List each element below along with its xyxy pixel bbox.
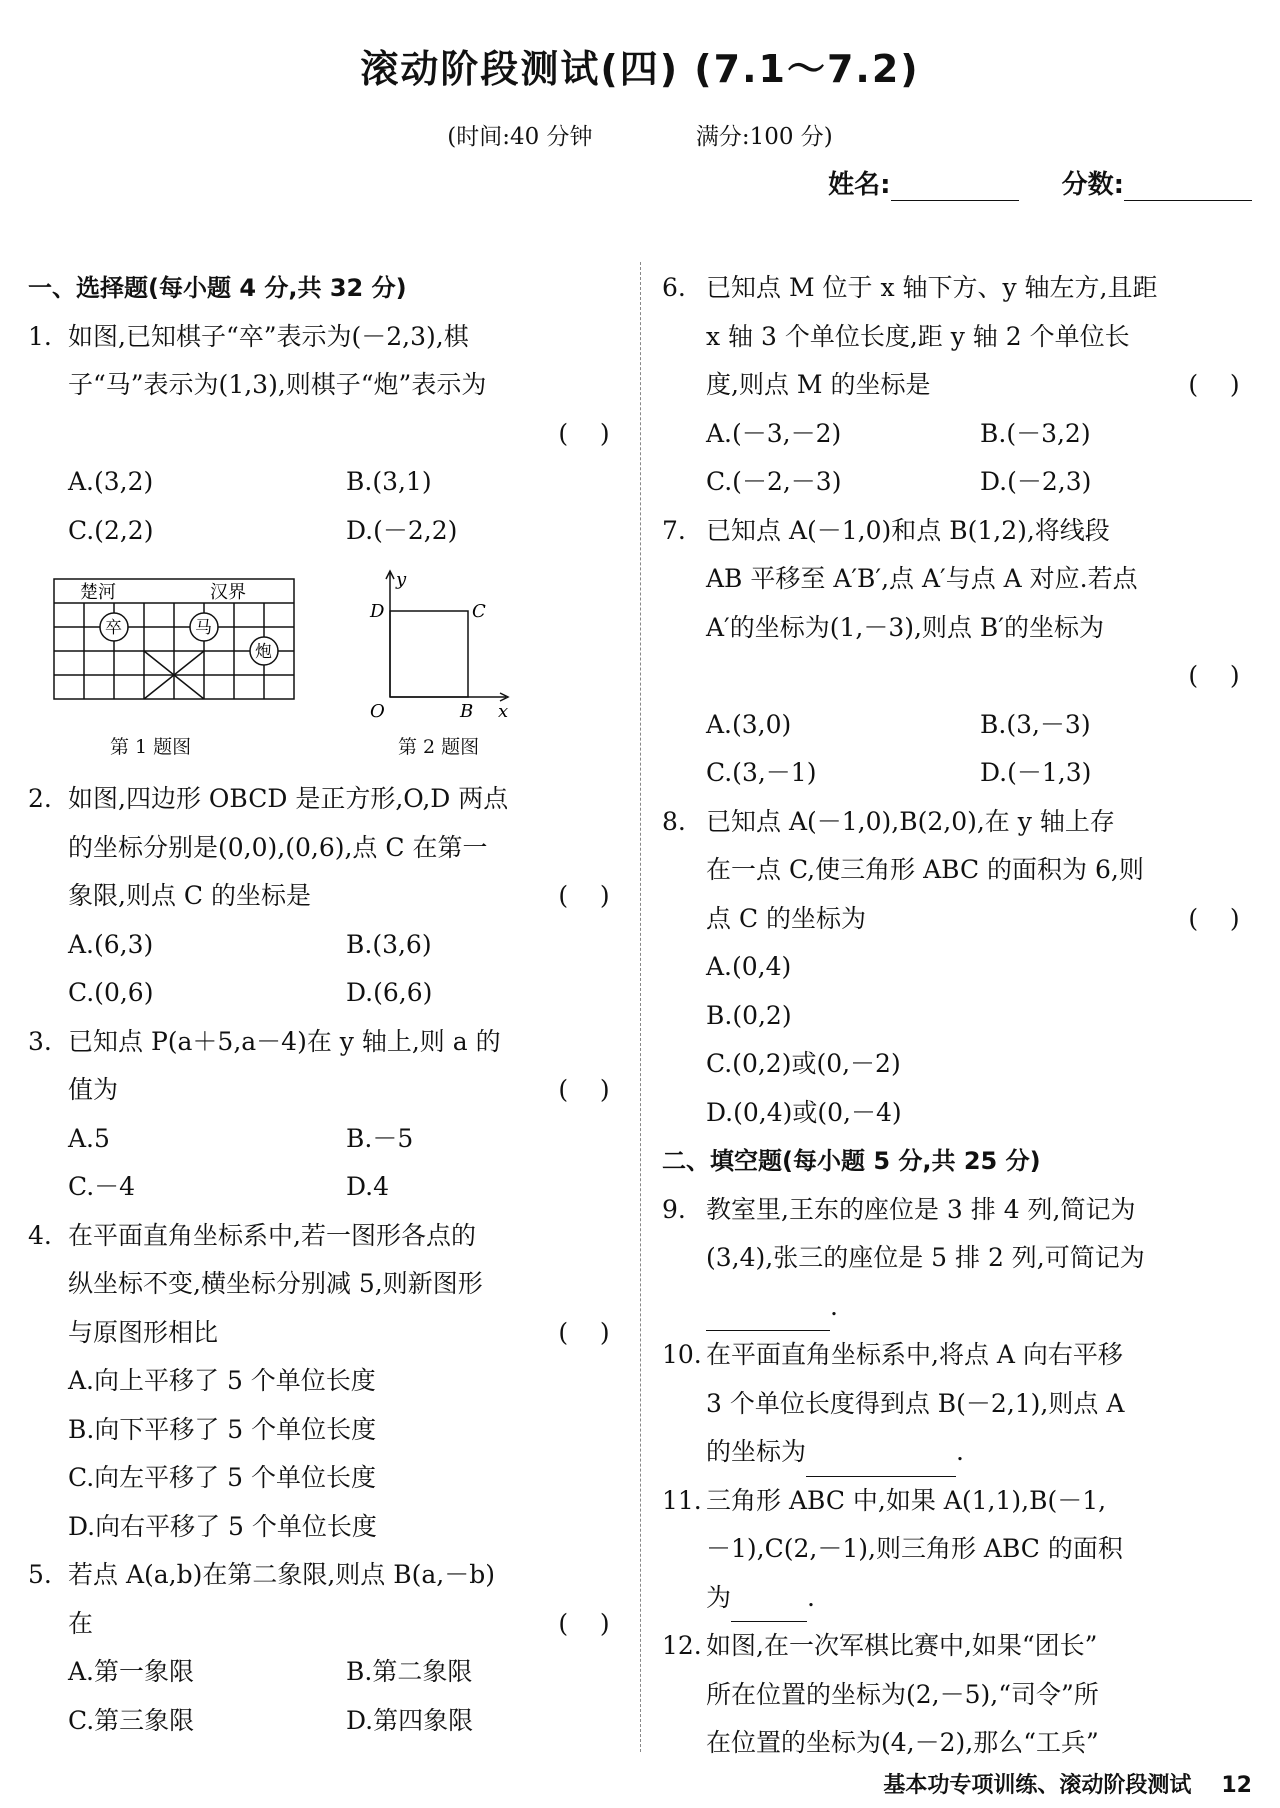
question-number: 7. (662, 515, 686, 545)
piece-pao: 炮 (255, 642, 272, 662)
question-text: 如图,四边形 OBCD 是正方形,O,D 两点 (68, 784, 509, 813)
page-title: 滚动阶段测试(四) (7.1～7.2) (360, 47, 920, 91)
name-label: 姓名: (828, 170, 891, 200)
question-text: 与原图形相比 (68, 1317, 219, 1347)
question-text: 子“马”表示为(1,3),则棋子“炮”表示为 (68, 370, 487, 399)
answer-bracket[interactable]: ( ) (1188, 661, 1240, 690)
option-a[interactable]: A.第一象限 (68, 1657, 195, 1686)
options-7 (662, 701, 1254, 798)
question-text: 纵坐标不变,横坐标分别减 5,则新图形 (68, 1269, 483, 1298)
option-c[interactable]: C.向左平移了 5 个单位长度 (68, 1463, 376, 1492)
question-number: 4. (28, 1220, 52, 1250)
question-5 (28, 1551, 624, 1648)
period: . (807, 1582, 815, 1612)
question-text: 3 个单位长度得到点 B(－2,1),则点 A (706, 1388, 1125, 1418)
axis-y-label: y (396, 569, 407, 590)
option-d[interactable]: D.第四象限 (346, 1705, 474, 1735)
period: . (830, 1291, 838, 1321)
answer-bracket[interactable]: ( ) (1188, 903, 1240, 933)
score-label: 分数: (1061, 170, 1124, 200)
question-text: 教室里,王东的座位是 3 排 4 列,简记为 (706, 1194, 1136, 1224)
question-4 (28, 1212, 624, 1358)
question-text: 已知点 A(－1,0),B(2,0),在 y 轴上存 (706, 806, 1115, 836)
question-text: 度,则点 M 的坐标是 (706, 370, 931, 399)
option-a[interactable]: A.(3,2) (68, 467, 154, 496)
question-1 (28, 313, 624, 448)
question-9 (662, 1186, 1254, 1332)
question-text: 在 (68, 1608, 94, 1638)
figures-row (28, 563, 624, 771)
option-a[interactable]: A.(－3,－2) (706, 418, 842, 448)
option-c[interactable]: C.(0,6) (68, 978, 154, 1007)
question-2 (28, 775, 624, 921)
question-7 (662, 507, 1254, 701)
question-text: 所在位置的坐标为(2,－5),“司令”所 (706, 1679, 1099, 1709)
option-b[interactable]: B.第二象限 (346, 1657, 473, 1686)
score-blank[interactable] (1124, 174, 1252, 201)
options-5 (28, 1648, 624, 1745)
question-number: 10. (662, 1340, 702, 1369)
question-text: 已知点 M 位于 x 轴下方、y 轴左方,且距 (706, 273, 1158, 302)
question-text: AB 平移至 A′B′,点 A′与点 A 对应.若点 (706, 564, 1138, 593)
question-text: 在一点 C,使三角形 ABC 的面积为 6,则 (706, 855, 1144, 884)
option-c[interactable]: C.(－2,－3) (706, 467, 842, 496)
options-6 (662, 410, 1254, 507)
option-c[interactable]: C.－4 (68, 1172, 136, 1201)
options-4 (28, 1357, 624, 1551)
option-d[interactable]: D.向右平移了 5 个单位长度 (68, 1511, 377, 1541)
option-d[interactable]: D.(－2,2) (346, 515, 458, 545)
question-text: 已知点 P(a＋5,a－4)在 y 轴上,则 a 的 (68, 1026, 501, 1056)
point-o-label: O (370, 701, 385, 722)
option-b[interactable]: B.(3,－3) (980, 709, 1091, 739)
options-2 (28, 921, 624, 1018)
question-3 (28, 1018, 624, 1115)
question-number: 3. (28, 1026, 52, 1056)
question-text: 如图,在一次军棋比赛中,如果“团长” (706, 1631, 1098, 1660)
answer-bracket[interactable]: ( ) (1188, 370, 1240, 399)
option-a[interactable]: A.(6,3) (68, 929, 154, 959)
exam-info (0, 118, 1280, 151)
question-text: 三角形 ABC 中,如果 A(1,1),B(－1, (706, 1485, 1107, 1515)
question-8 (662, 798, 1254, 944)
left-column (28, 264, 624, 1745)
answer-blank[interactable] (731, 1597, 807, 1622)
question-text: 的坐标为 (706, 1437, 807, 1466)
chessboard-label-left: 楚河 (80, 582, 116, 603)
question-number: 12. (662, 1631, 702, 1660)
answer-blank[interactable] (706, 1306, 830, 1331)
question-number: 11. (662, 1485, 702, 1515)
option-d[interactable]: D.4 (346, 1172, 390, 1201)
question-number: 9. (662, 1194, 686, 1224)
section-choice-title: 一、选择题(每小题 4 分,共 32 分) (28, 274, 407, 302)
option-a[interactable]: A.(3,0) (706, 709, 792, 739)
question-text: 象限,则点 C 的坐标是 (68, 881, 311, 910)
option-a[interactable]: A.5 (68, 1123, 110, 1153)
option-d[interactable]: D.(－1,3) (980, 758, 1092, 787)
options-3 (28, 1115, 624, 1212)
question-11 (662, 1477, 1254, 1623)
page-footer (883, 1768, 1252, 1799)
figure-1-caption: 第 1 题图 (110, 736, 192, 758)
question-text: x 轴 3 个单位长度,距 y 轴 2 个单位长 (706, 321, 1130, 351)
option-b[interactable]: B.(3,6) (346, 929, 432, 959)
axis-x-label: x (498, 701, 509, 722)
question-number: 2. (28, 784, 52, 813)
question-text: 在平面直角坐标系中,若一图形各点的 (68, 1220, 476, 1250)
option-d[interactable]: D.(6,6) (346, 978, 433, 1007)
question-10 (662, 1331, 1254, 1477)
footer-text: 基本功专项训练、滚动阶段测试 (883, 1773, 1192, 1798)
answer-bracket[interactable]: ( ) (558, 1608, 610, 1638)
option-c[interactable]: C.(3,－1) (706, 758, 817, 787)
piece-ma: 马 (195, 618, 212, 638)
square-figure (386, 571, 508, 701)
option-d[interactable]: D.(－2,3) (980, 467, 1092, 496)
name-blank[interactable] (891, 174, 1019, 201)
answer-bracket[interactable]: ( ) (558, 418, 610, 448)
question-text: 已知点 A(－1,0)和点 B(1,2),将线段 (706, 515, 1110, 545)
right-column (662, 264, 1254, 1768)
question-12 (662, 1622, 1254, 1768)
section-fill-title: 二、填空题(每小题 5 分,共 25 分) (662, 1147, 1041, 1175)
point-d-label: D (370, 601, 385, 622)
full-score: 满分:100 分) (695, 124, 833, 150)
option-c[interactable]: C.(0,2)或(0,－2) (706, 1049, 901, 1078)
option-a[interactable]: A.(0,4) (706, 952, 792, 981)
question-text: 的坐标分别是(0,0),(0,6),点 C 在第一 (68, 832, 488, 862)
time-limit: (时间:40 分钟 (447, 124, 593, 150)
answer-blank[interactable] (806, 1452, 956, 1477)
option-b[interactable]: B.(0,2) (706, 1000, 792, 1030)
question-text: 值为 (68, 1075, 119, 1104)
point-b-label: B (460, 701, 474, 722)
question-text: 在位置的坐标为(4,－2),那么“工兵” (706, 1728, 1099, 1757)
option-a[interactable]: A.向上平移了 5 个单位长度 (68, 1366, 376, 1395)
question-text: A′的坐标为(1,－3),则点 B′的坐标为 (706, 612, 1104, 642)
answer-bracket[interactable]: ( ) (558, 881, 610, 910)
name-score-row (828, 164, 1252, 201)
column-divider (640, 262, 641, 1752)
option-d[interactable]: D.(0,4)或(0,－4) (706, 1097, 902, 1127)
answer-bracket[interactable]: ( ) (558, 1317, 610, 1347)
option-b[interactable]: B.－5 (346, 1123, 414, 1153)
question-text: 如图,已知棋子“卒”表示为(－2,3),棋 (68, 321, 469, 351)
question-text: 点 C 的坐标为 (706, 903, 867, 933)
option-c[interactable]: C.第三象限 (68, 1705, 195, 1735)
figure-2-caption: 第 2 题图 (398, 736, 480, 758)
question-6 (662, 264, 1254, 410)
question-text: (3,4),张三的座位是 5 排 2 列,可简记为 (706, 1243, 1145, 1272)
answer-bracket[interactable]: ( ) (558, 1075, 610, 1104)
question-text: 若点 A(a,b)在第二象限,则点 B(a,－b) (68, 1560, 495, 1589)
options-8 (662, 943, 1254, 1137)
question-number: 8. (662, 806, 686, 836)
period: . (956, 1437, 964, 1466)
piece-zu: 卒 (105, 618, 122, 638)
options-1 (28, 458, 624, 555)
option-b[interactable]: B.(3,1) (346, 467, 432, 496)
option-c[interactable]: C.(2,2) (68, 515, 154, 545)
option-b[interactable]: B.(－3,2) (980, 418, 1091, 448)
question-text: －1),C(2,－1),则三角形 ABC 的面积 (706, 1534, 1123, 1563)
page-number: 12 (1221, 1773, 1252, 1798)
question-number: 6. (662, 273, 686, 302)
point-c-label: C (472, 601, 486, 622)
question-text: 在平面直角坐标系中,将点 A 向右平移 (706, 1340, 1123, 1369)
question-number: 1. (28, 321, 52, 351)
chessboard-label-right: 汉界 (210, 582, 246, 603)
option-b[interactable]: B.向下平移了 5 个单位长度 (68, 1414, 377, 1444)
question-text: 为 (706, 1582, 732, 1612)
question-number: 5. (28, 1560, 52, 1589)
